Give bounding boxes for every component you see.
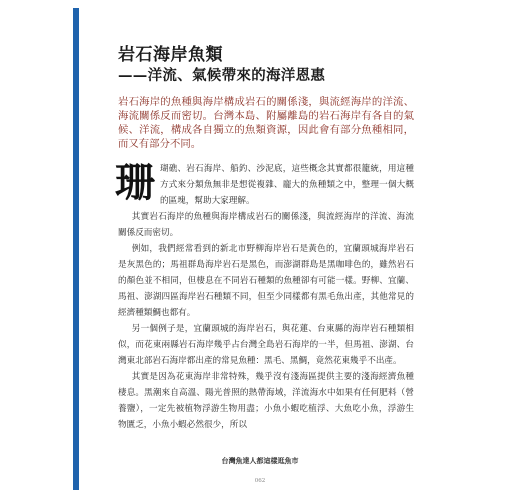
article (115, 44, 414, 433)
accent-bar (73, 8, 79, 490)
body-paragraph: 另一個例子是，宜蘭頭城的海岸岩石，與花蓮、台東縣的海岸岩石種類相似，而花東兩縣岩石海岸幾乎占台灣全島岩石海岸的一半，但馬祖、澎湖、台灣東北部岩石海岸都出產的常見魚種：黑毛、黑鯛，竟然花東幾乎不出產。 (118, 324, 414, 366)
article-title: 岩石海岸魚類 (118, 45, 223, 65)
body-paragraph: 瑚礁、岩石海岸、船釣、沙泥底，這些概念其實都很籠統，用這種方式來分類魚無非是想從複雜、龐大的魚種類之中，整理一個大概的區塊，幫助大家理解。 (160, 164, 414, 206)
article-body (115, 159, 414, 433)
body-paragraph: 例如，我們經常看到的新北市野柳海岸岩石是黃色的，宜蘭頭城海岸岩石是灰黑色的；馬祖群島海岸岩石是黑色，而澎湖群島是黑咖啡色的，雖然岩石的顏色並不相同，但棲息在不同岩石種類的魚種卻有可能一樣。野柳、宜蘭、馬祖、澎湖四區海岸岩石種類不同，但至少同樣都有黑毛魚出產，其他常見的經濟種類鯛也都有。 (118, 244, 414, 318)
body-paragraph: 其實是因為花東海岸非常特殊，幾乎沒有淺海區提供主要的淺海經濟魚種棲息。黑潮來自高溫、陽光普照的熱帶海域，洋流海水中如果有任何肥料（營養鹽），一定先被植物浮游生物用盡；小魚小蝦吃植浮、大魚吃小魚，浮游生物匱乏，小魚小蝦必然很少，所以 (118, 372, 414, 430)
article-subtitle: ——洋流、氣候帶來的海洋恩惠 (118, 67, 326, 84)
drop-cap: 珊 (115, 159, 155, 206)
article-intro: 岩石海岸的魚種與海岸構成岩石的關係淺，與流經海岸的洋流、海流關係反而密切。台灣本島、附屬離島的岩石海岸有各自的氣候、洋流，構成各自獨立的魚類資源，因此會有部分魚種相同，而又有部分不同。 (118, 96, 414, 150)
body-paragraph: 其實岩石海岸的魚種與海岸構成岩石的關係淺，與流經海岸的洋流、海流關係反而密切。 (118, 212, 414, 238)
running-footer-title: 台灣魚達人都這樣逛魚市 (221, 456, 299, 465)
page-number: 062 (254, 478, 266, 484)
